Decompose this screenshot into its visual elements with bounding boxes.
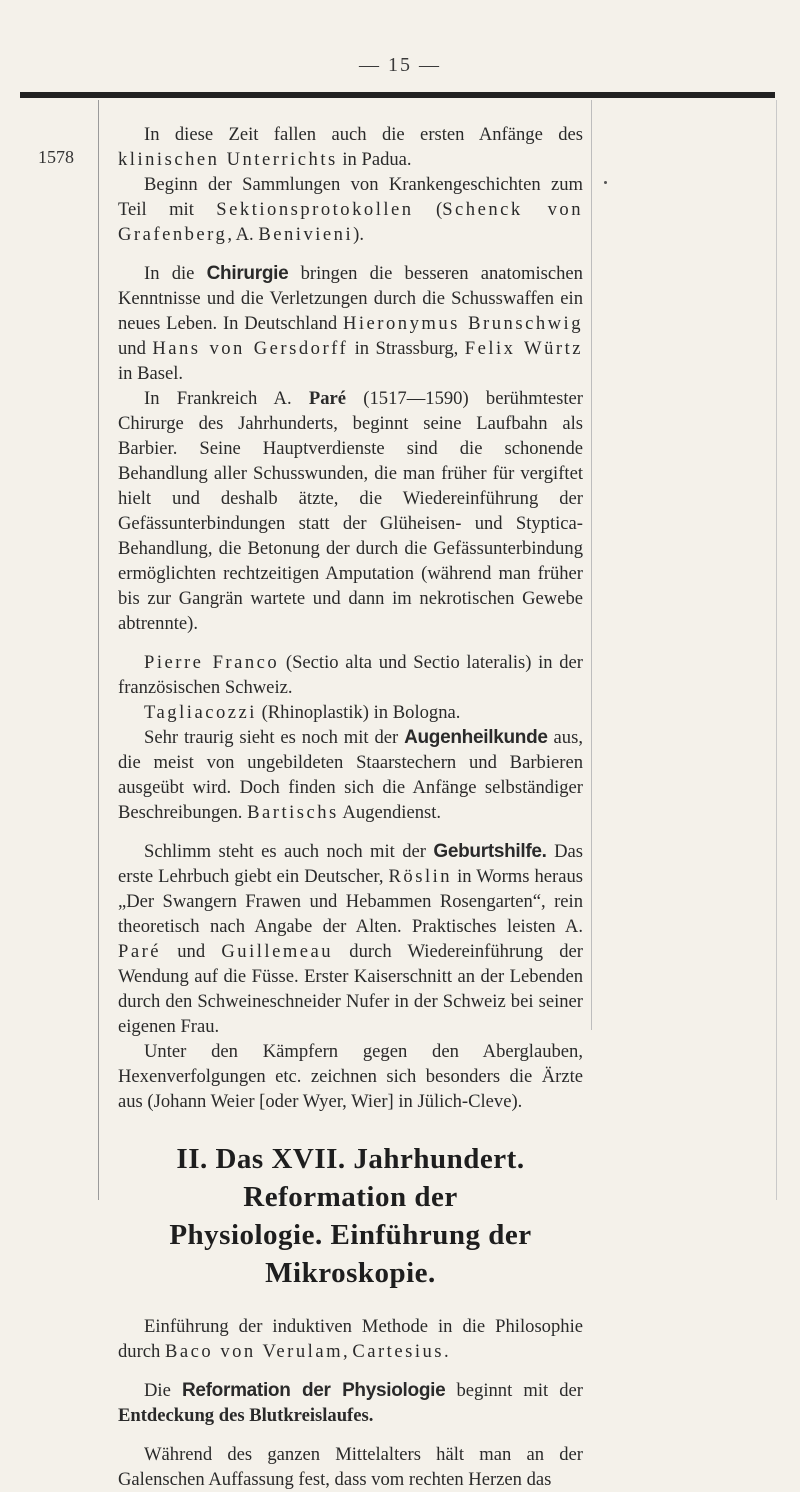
margin-line-left	[98, 100, 99, 1200]
paragraph-surgery: In die Chirurgie bringen die besseren anatomischen Kenntnisse und die Verletzungen durch die Schusswaffen ein neues Leben. In Deutschland Hieronymus Brunschwig und Hans von Gersdorff in Strassburg, Felix Würtz in Basel.	[118, 263, 584, 384]
paragraph-collections: Beginn der Sammlungen von Krankengeschichten zum Teil mit Sektionsprotokollen (Schenck von Grafenberg, A. Benivieni).	[118, 174, 584, 245]
paragraph-tagliacozzi: Tagliacozzi (Rhinoplastik) in Bologna.	[144, 702, 461, 723]
paragraph-galen: Während des ganzen Mittelalters hält man an der Galenschen Auffassung fest, dass vom rechten Herzen das	[118, 1444, 583, 1490]
paragraph-physiology: Die Reformation der Physiologie beginnt mit der Entdeckung des Blutkreislaufes.	[118, 1380, 583, 1426]
paragraph-obstetrics: Schlimm steht es auch noch mit der Geburtshilfe. Das erste Lehrbuch giebt ein Deutscher, Röslin in Worms heraus „Der Swangern Frawen und Hebammen Rosengarten“, rein theoretisch nach Angabe der Alten. Praktisches leisten A. Paré und Guillemeau durch Wiedereinführung der Wendung auf die Füsse. Erster Kaiserschnitt an der Lebenden durch den Schweineschneider Nufer in der Schweiz bei seiner eigenen Frau.	[118, 841, 583, 1037]
margin-year: 1578	[38, 147, 74, 167]
section-heading: II. Das XVII. Jahrhundert. Reformation der Physiologie. Einführung der Mikroskopie.	[169, 1143, 532, 1289]
paragraph-ophthalmology: Sehr traurig sieht es noch mit der Augenheilkunde aus, die meist von ungebildeten Staarstechern und Barbieren ausgeübt wird. Doch finden sich die Anfänge selbständiger Beschreibungen. Bartischs Augendienst.	[118, 727, 583, 823]
header-rule	[20, 92, 775, 98]
paragraph-induction: Einführung der induktiven Methode in die Philosophie durch Baco von Verulam, Cartesius.	[118, 1316, 583, 1362]
page-body	[118, 122, 583, 1492]
margin-line-right	[591, 100, 592, 1030]
paragraph-superstition: Unter den Kämpfern gegen den Aberglauben, Hexenverfolgungen etc. zeichnen sich besonders die Ärzte aus (Johann Weier [oder Wyer, Wier] in Jülich-Cleve).	[118, 1041, 583, 1112]
paragraph-franco: Pierre Franco (Sectio alta und Sectio lateralis) in der französischen Schweiz.	[118, 652, 583, 698]
page-number: — 15 —	[359, 54, 441, 76]
ink-dot	[604, 181, 607, 184]
margin-line-far	[776, 100, 777, 1200]
paragraph-pare: In Frankreich A. Paré (1517—1590) berühmtester Chirurge des Jahrhunderts, beginnt seine Laufbahn als Barbier. Seine Hauptverdienste sind die schonende Behandlung aller Schusswunden, die man früher für vergiftet hielt und deshalb ätzte, die Wiedereinführung der Gefässunterbindungen statt der Glüheisen- und Styptica-Behandlung, die Betonung der durch die Gefässunterbindung ermöglichten rechtzeitigen Amputation (während man früher bis zur Gangrän wartete und dann im nekrotischen Gewebe abtrennte).	[118, 388, 583, 634]
paragraph-clinical-teaching: In diese Zeit fallen auch die ersten Anfänge des klinischen Unterrichts in Padua.	[118, 124, 583, 170]
